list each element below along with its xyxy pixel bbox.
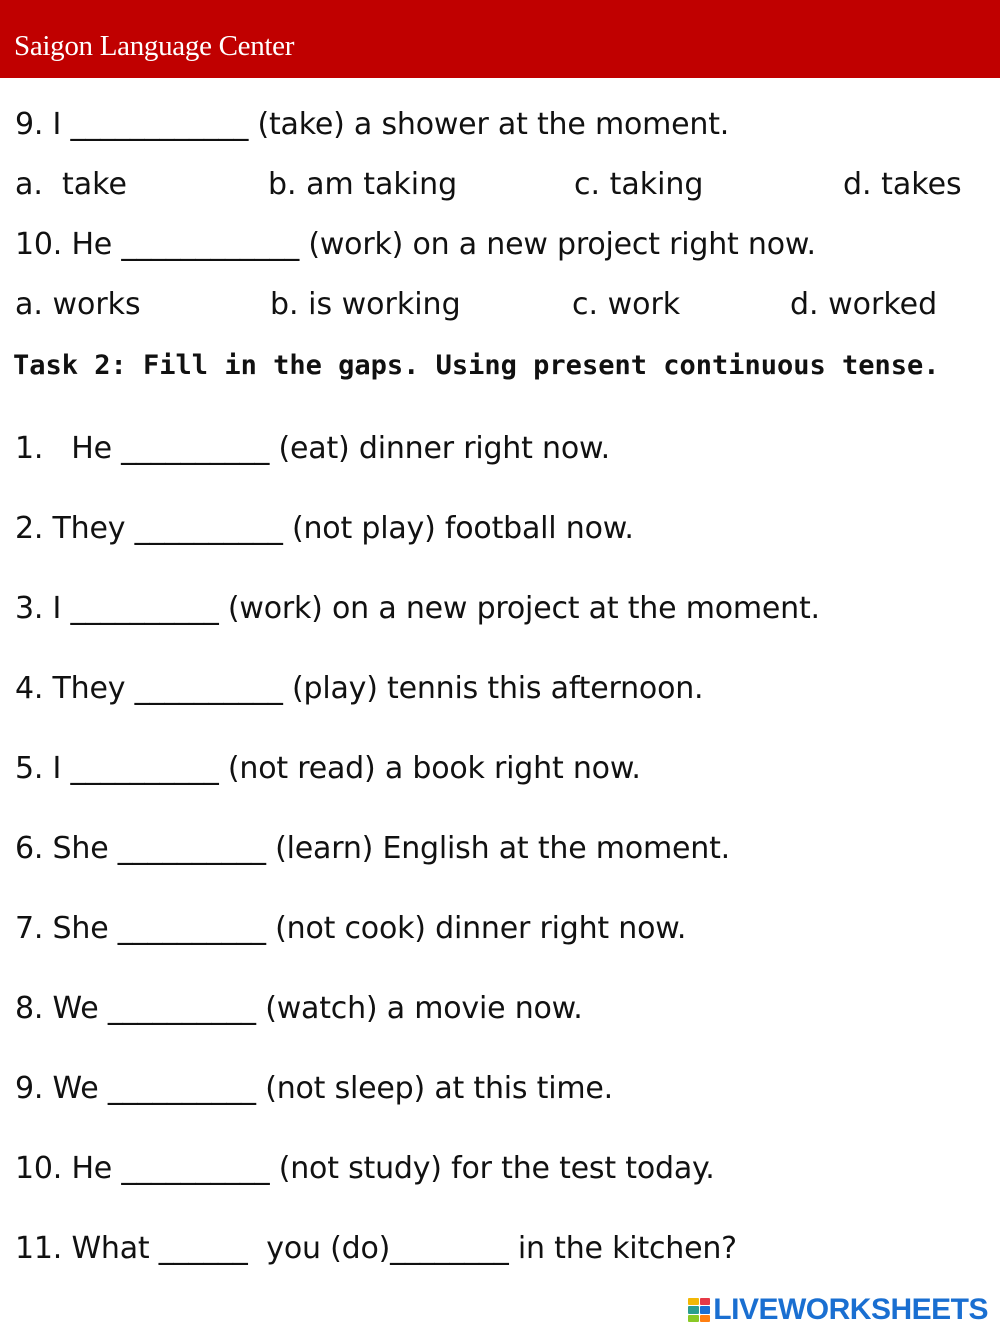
task2-item: 3. I __________ (work) on a new project at the moment. [15, 591, 820, 626]
liveworksheets-logo-text: LIVEWORKSHEETS [713, 1293, 988, 1326]
question-10: 10. He ____________ (work) on a new project right now. [15, 227, 816, 262]
question-9: 9. I ____________ (take) a shower at the moment. [15, 107, 730, 142]
task2-item: 5. I __________ (not read) a book right now. [15, 751, 641, 786]
option-c[interactable]: c. work [572, 287, 681, 322]
task2-item: 7. She __________ (not cook) dinner right now. [15, 911, 687, 946]
task2-item: 11. What ______ you (do)________ in the kitchen? [15, 1231, 737, 1266]
option-d[interactable]: d. takes [843, 167, 962, 202]
task-2-title: Task 2: Fill in the gaps. Using present continuous tense. [13, 350, 940, 381]
task2-item: 8. We __________ (watch) a movie now. [15, 991, 583, 1026]
header-title: Saigon Language Center [14, 30, 295, 62]
header-bar [0, 0, 1000, 78]
task2-item: 6. She __________ (learn) English at the moment. [15, 831, 730, 866]
task2-item: 1. He __________ (eat) dinner right now. [15, 431, 610, 466]
option-d[interactable]: d. worked [790, 287, 938, 322]
liveworksheets-logo[interactable] [688, 1295, 988, 1325]
option-a[interactable]: a. take [15, 167, 127, 202]
task2-item: 9. We __________ (not sleep) at this time. [15, 1071, 614, 1106]
option-c[interactable]: c. taking [574, 167, 704, 202]
liveworksheets-logo-icon [688, 1298, 710, 1322]
task2-item: 2. They __________ (not play) football now. [15, 511, 634, 546]
task2-item: 4. They __________ (play) tennis this afternoon. [15, 671, 704, 706]
option-b[interactable]: b. is working [270, 287, 461, 322]
option-a[interactable]: a. works [15, 287, 141, 322]
task2-item: 10. He __________ (not study) for the test today. [15, 1151, 715, 1186]
option-b[interactable]: b. am taking [268, 167, 458, 202]
